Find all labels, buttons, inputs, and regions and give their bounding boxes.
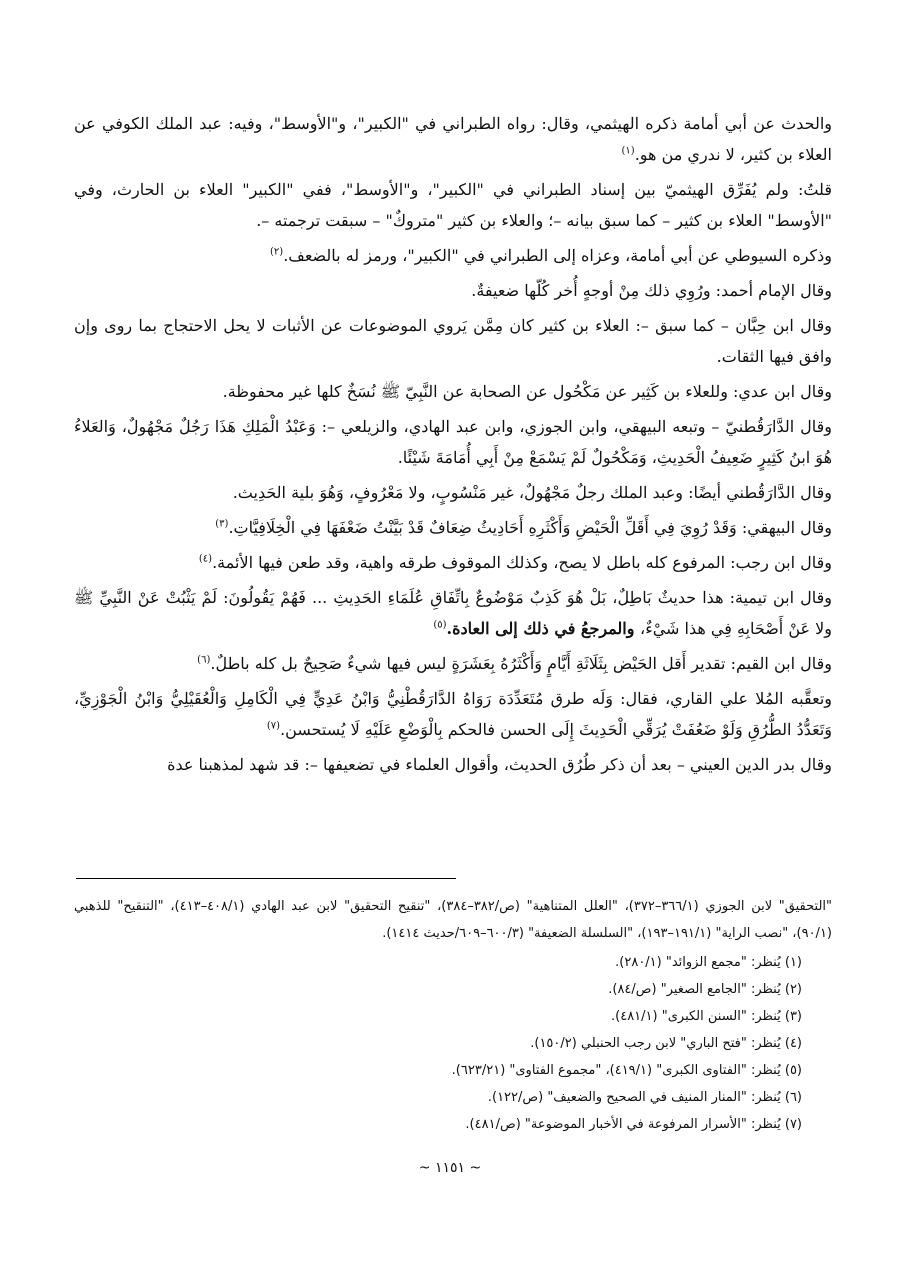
paragraph-text: وقال الدَّارَقُطنيّ – وتبعه البيهقي، وابن الجوزي، وابن عبد الهادي، والزيلعي –: وَعَبْدُ الْمَلِكِ هَذَا رَجُلٌ مَجْهُولٌ، وَالعَلاءُ هُوَ ابنُ كَثِيرٍ ضَعِيفُ الْحَدِيثِ، وَمَكْحُولٌ لَمْ يَسْمَعْ مِنْ أَبِي أُمَامَةَ شَيْئًا. [74, 417, 832, 467]
footnote-3: (٣) يُنظر: "السنن الكبرى" (٤٨١/١). [611, 1009, 802, 1024]
paragraph-text: وقال ابن القيم: تقدير أَقل الحَيْض بِثَلَاثَةِ أَيَّامٍ وَأَكْثَرُهُ بِعَشَرَةٍ ليس فيها شيءٌ صَحِيحٌ بل كله باطلٌ. [210, 654, 832, 673]
paragraph-text: وقال ابن رجب: المرفوع كله باطل لا يصح، وكذلك الموقوف طرقه واهية، وقد طعن فيها الأئمة. [212, 553, 832, 572]
paragraph-text: وقال الدَّارَقُطني أيضًا: وعبد الملك رجلٌ مَجْهُولٌ، غير مَنْسُوبٍ، ولا مَعْرُوفٍ، وَهُوَ بلية الحَدِيث. [232, 483, 832, 502]
paragraph-text: وقال ابن تيمية: هذا حديثٌ بَاطِلٌ، بَلْ هُوَ كَذِبٌ مَوْضُوعٌ بِاتِّفَاقِ عُلَمَاءِ الحَدِيثِ ... فَهُمْ يَقُولُونَ: لَمْ يَثْبُتْ عَنْ النَّبِيِّ ﷺ ولا عَنْ أَصْحَابِهِ فِي هذا شَيْءٌ، [74, 588, 832, 638]
footnote-continuation: "التحقيق" لابن الجوزي (٣٦٦/١–٣٧٢)، "العلل المتناهية" (ص/٣٨٢–٣٨٤)، "تنقيح التحقيق" لابن عبد الهادي (٤٠٨/١–٤١٣)، "التنقيح" للذهبي (٩٠/١)، "نصب الراية" (١٩١/١–١٩٣)، "السلسلة الضعيفة" (٦٠٠/٣–٦٠٩/حديث ١٤١٤). [74, 899, 832, 941]
paragraph-2 [74, 174, 832, 236]
paragraph-text: قلتُ: ولم يُفَرِّق الهيثميّ بين إسناد الطبراني في "الكبير"، و"الأوسط"، ففي "الكبير" العلاء بن الحارث، وفي "الأوسط" العلاء بن كثير – كما سبق بيانه –؛ والعلاء بن كثير "متروكٌ" – سبقت ترجمته –. [74, 180, 832, 230]
paragraph-text: وقال ابن حِبَّان – كما سبق –: العلاء بن كثير كان مِمَّن يَروي الموضوعات عن الأثبات لا يحل الاحتجاج بما روى وإن وافق فيها الثقات. [74, 316, 832, 366]
footnote-ref: (٦) [197, 654, 211, 666]
paragraph-12 [74, 648, 832, 679]
paragraph-text: وذكره السيوطي عن أبي أمامة، وعزاه إلى الطبراني في "الكبير"، ورمز له بالضعف. [283, 246, 832, 265]
paragraph-text: والحدث عن أبي أمامة ذكره الهيثمي، وقال: رواه الطبراني في "الكبير"، و"الأوسط"، وفيه: عبد الملك الكوفي عن العلاء بن كثير، لا ندري من هو. [74, 114, 832, 164]
paragraph-text: وقال البيهقي: وَقَدْ رُوِيَ فِي أَقَلِّ الْحَيْضِ وَأَكْثَرِهِ أَحَادِيثُ ضِعَافٌ قَدْ بَيَّنْتُ ضَعْفَهَا فِي الْخِلَافِيَّاتِ. [228, 518, 832, 537]
footnote-ref: (٢) [270, 246, 284, 258]
paragraph-text: وقال الإمام أحمد: ورُوِي ذلك مِنْ أوجهٍ أُخر كُلّها ضعيفةٌ. [471, 281, 832, 300]
paragraph-text: وقال بدر الدين العيني – بعد أن ذكر طُرُق الحديث، وأقوال العلماء في تضعيفها –: قد شهد لمذهبنا عدة [167, 755, 832, 774]
footnote-2: (٢) يُنظر: "الجامع الصغير" (ص/٨٤). [608, 982, 802, 997]
paragraph-6 [74, 376, 832, 407]
paragraph-10 [74, 547, 832, 578]
paragraph-1 [74, 108, 832, 170]
page-number: ~ ١١٥١ ~ [418, 1160, 482, 1176]
paragraph-5 [74, 310, 832, 372]
footnotes [74, 893, 832, 1138]
footnote-6: (٦) يُنظر: "المنار المنيف في الصحيح والضعيف" (ص/١٢٢). [487, 1090, 802, 1105]
paragraph-text: وتعقَّبه المُلا علي القاري، فقال: وَلَه طرق مُتَعَدِّدَة رَوَاهُ الدَّارَقُطْنِيُّ وَابْنُ عَدِيٍّ فِي الْكَامِلِ وَالْعُقَيْلِيُّ وَابْنُ الْجَوْزِيِّ، وَتَعَدُّدُ الطُّرُقِ وَلَوْ ضَعُفَتْ يُرَقِّي الْحَدِيثَ إِلَى الحسن فالحكم بِالْوَضْعِ عَلَيْهِ لَا يُستحسن. [74, 689, 832, 739]
paragraph-11 [74, 582, 832, 644]
paragraph-8 [74, 477, 832, 508]
footnote-separator [76, 878, 456, 879]
footnote-1: (١) يُنظر: "مجمع الزوائد" (٢٨٠/١). [615, 955, 802, 970]
footnote-ref: (٥) [433, 619, 447, 631]
paragraph-4 [74, 275, 832, 306]
footnote-ref: (١) [621, 145, 635, 157]
paragraph-text: وقال ابن عدي: وللعلاء بن كَثِير عن مَكْحُول عن الصحابة عن النَّبِيّ ﷺ نُسَخٌ كلها غير محفوظة. [222, 382, 832, 401]
paragraph-13 [74, 683, 832, 745]
footnote-5: (٥) يُنظر: "الفتاوى الكبرى" (٤١٩/١)، "مجموع الفتاوى" (٦٢٣/٢١). [451, 1063, 802, 1078]
main-text [74, 108, 832, 784]
bold-phrase: والمرجعُ في ذلك إلى العادة. [446, 619, 641, 638]
paragraph-3 [74, 240, 832, 271]
paragraph-14 [74, 749, 832, 780]
footnote-7: (٧) يُنظر: "الأسرار المرفوعة في الأخبار الموضوعة" (ص/٤٨١). [465, 1117, 802, 1132]
paragraph-7 [74, 411, 832, 473]
footnote-ref: (٣) [215, 518, 229, 530]
footnote-ref: (٤) [198, 553, 213, 565]
footnote-4: (٤) يُنظر: "فتح الباري" لابن رجب الحنبلي (١٥٠/٢). [530, 1036, 802, 1051]
footnote-ref: (٧) [266, 720, 281, 732]
paragraph-9 [74, 512, 832, 543]
